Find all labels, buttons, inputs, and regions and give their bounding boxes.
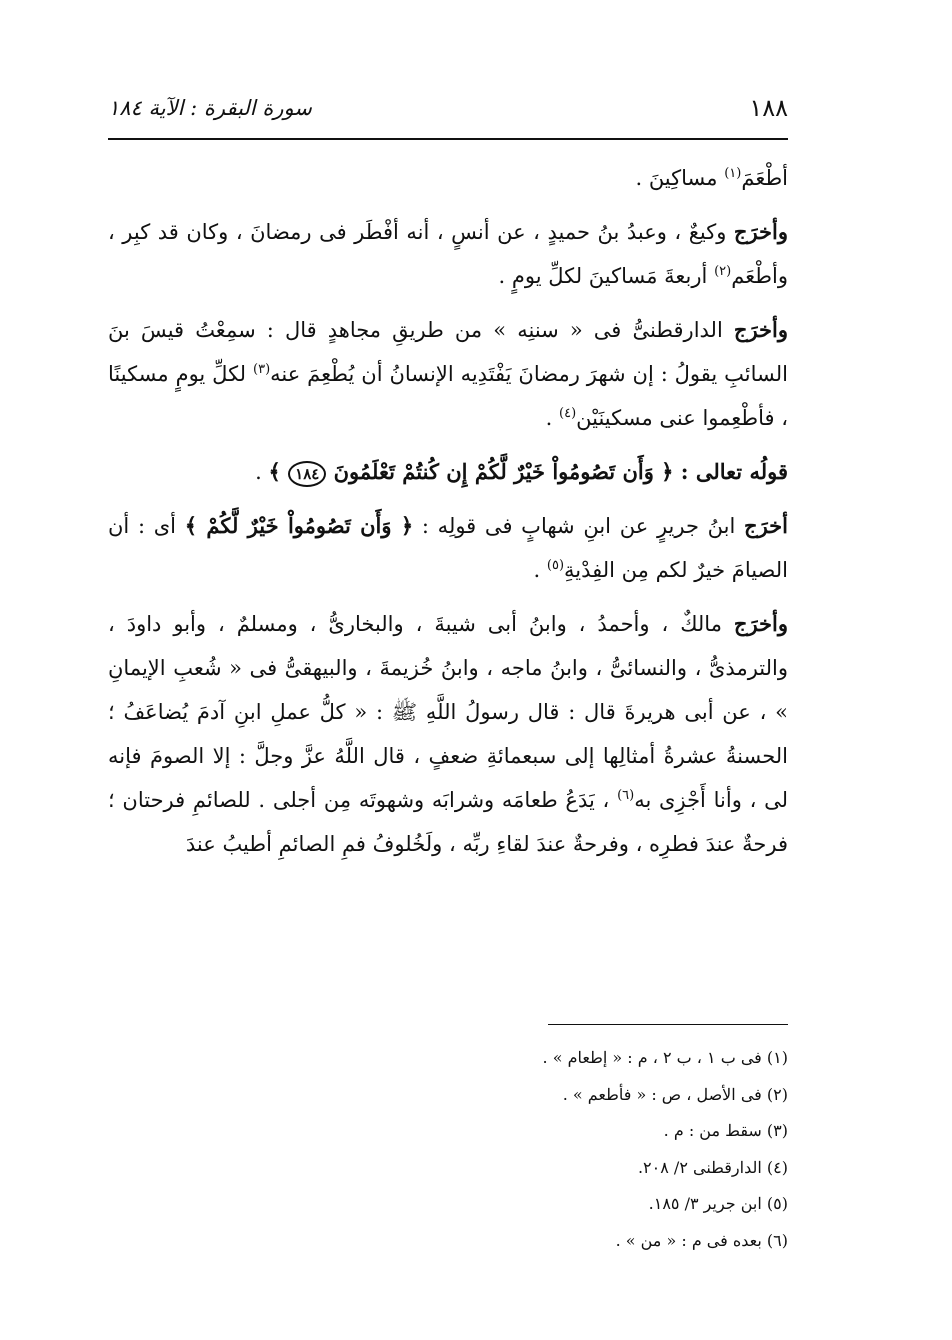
quran-quote: ﴿ وَأَن تَصُومُواْ خَيْرٌ لَّكُمْ ﴾	[184, 513, 414, 538]
text-run: وكيعٌ ، وعبدُ بنُ حميدٍ ، عن أنسٍ ، أنه أفْطَر فى رمضانَ ، وكان قد كبِر ، وأطْعَم	[108, 220, 788, 288]
text-run: ابنُ جريرٍ عن ابنِ شهابٍ فى قولِه :	[413, 514, 745, 538]
footnote: (٢) فى الأصل ، ص : « فأطعم » .	[562, 1084, 788, 1104]
footnote-reference: (٢)	[714, 264, 732, 279]
text-run: مساكِينَ .	[635, 166, 725, 190]
text-run: .	[533, 558, 547, 582]
footnote: (٤) الدارقطنى ٢/ ٢٠٨.	[637, 1157, 788, 1177]
paragraph-lead: قولُه تعالى :	[680, 459, 788, 484]
footnote: (١) فى ب ١ ، ب ٢ ، م : « إطعام » .	[542, 1048, 788, 1067]
text-run: .	[545, 406, 559, 430]
paragraph	[108, 210, 788, 298]
footnote: (٥) ابن جرير ٣/ ١٨٥.	[648, 1194, 788, 1213]
paragraph	[108, 602, 788, 866]
footnote-reference: (١)	[724, 166, 742, 181]
text-run: أطْعَمَ	[741, 166, 788, 190]
footnote-separator	[548, 1024, 788, 1025]
header-rule	[108, 138, 788, 140]
paragraph-lead: أخرَج	[744, 513, 788, 538]
footnote-reference: (٦)	[617, 788, 635, 803]
paragraph-lead: وأخرَج	[733, 317, 788, 342]
paragraph	[108, 156, 788, 200]
footnotes	[108, 1040, 788, 1259]
text-run: ، يَدَعُ طعامَه وشرابَه وشهوتَه مِن أجلى . للصائمِ فرحتان ؛ فرحةٌ عندَ فطرِه ، وفرحةٌ عندَ لقاءِ ربِّه ، ولَخُلوفُ فمِ الصائمِ أطيبُ عندَ	[108, 788, 788, 856]
quran-quote: ﴾	[268, 459, 289, 484]
paragraph	[108, 308, 788, 440]
running-header	[108, 88, 788, 128]
footnote-reference: (٣)	[253, 362, 271, 377]
paragraph-lead: وأخرَج	[733, 611, 788, 636]
footnote-reference: (٥)	[546, 558, 565, 573]
paragraph	[108, 504, 788, 592]
text-run: .	[255, 460, 269, 484]
quran-quote: ﴿ وَأَن تَصُومُواْ خَيْرٌ لَّكُمْ إِن كُنتُمْ تَعْلَمُونَ	[326, 459, 681, 484]
text-run: مالكٌ ، وأحمدُ ، وابنُ أبى شيبةَ ، والبخارىُّ ، ومسلمٌ ، وأبو داودَ ، والترمذىُّ ، والنسائىُّ ، وابنُ ماجه ، وابنُ خُزيمةَ ، والبيهقىُّ فى « شُعبِ الإيمانِ » ، عن أبى هريرةَ قال : قال رسولُ اللَّهِ ﷺ : « كلُّ عملِ ابنِ آدمَ يُضاعَفُ ؛ الحسنةُ عشرةُ أمثالِها إلى سبعمائةِ ضعفٍ ، قال اللَّهُ عزَّ وجلَّ : إلا الصومَ فإنه لى ، وأنا أَجْزِى به	[108, 612, 788, 812]
text-run: لكلِّ يومٍ مسكينًا ، فأطْعِموا عنى مسكينَيْن	[108, 362, 788, 430]
footnote: (٣) سقط من : م .	[663, 1121, 788, 1140]
header-title: سورة البقرة : الآية ١٨٤	[108, 96, 312, 120]
text-run: أربعةَ مَساكينَ لكلِّ يومٍ .	[498, 264, 715, 288]
page-number: ١٨٨	[749, 94, 788, 122]
paragraph-lead: وأخرَج	[733, 219, 788, 244]
footnote: (٦) بعده فى م : « من » .	[615, 1230, 788, 1250]
text-run: أى : أن الصيامَ خيرٌ لكم مِن الفِدْيةِ	[108, 514, 788, 582]
footnote-reference: (٤)	[559, 406, 577, 421]
main-text	[108, 156, 788, 874]
ayah-number-marker: ١٨٤	[288, 461, 326, 487]
text-run: الدارقطنىُّ فى « سننِه » من طريقِ مجاهدٍ قال : سمِعْتُ قيسَ بنَ السائبِ يقولُ : إن شهرَ رمضانَ يَفْتَدِيه الإنسانُ أن يُطْعِمَ عنه	[108, 318, 788, 386]
paragraph	[108, 450, 788, 494]
book-page	[108, 80, 788, 1280]
